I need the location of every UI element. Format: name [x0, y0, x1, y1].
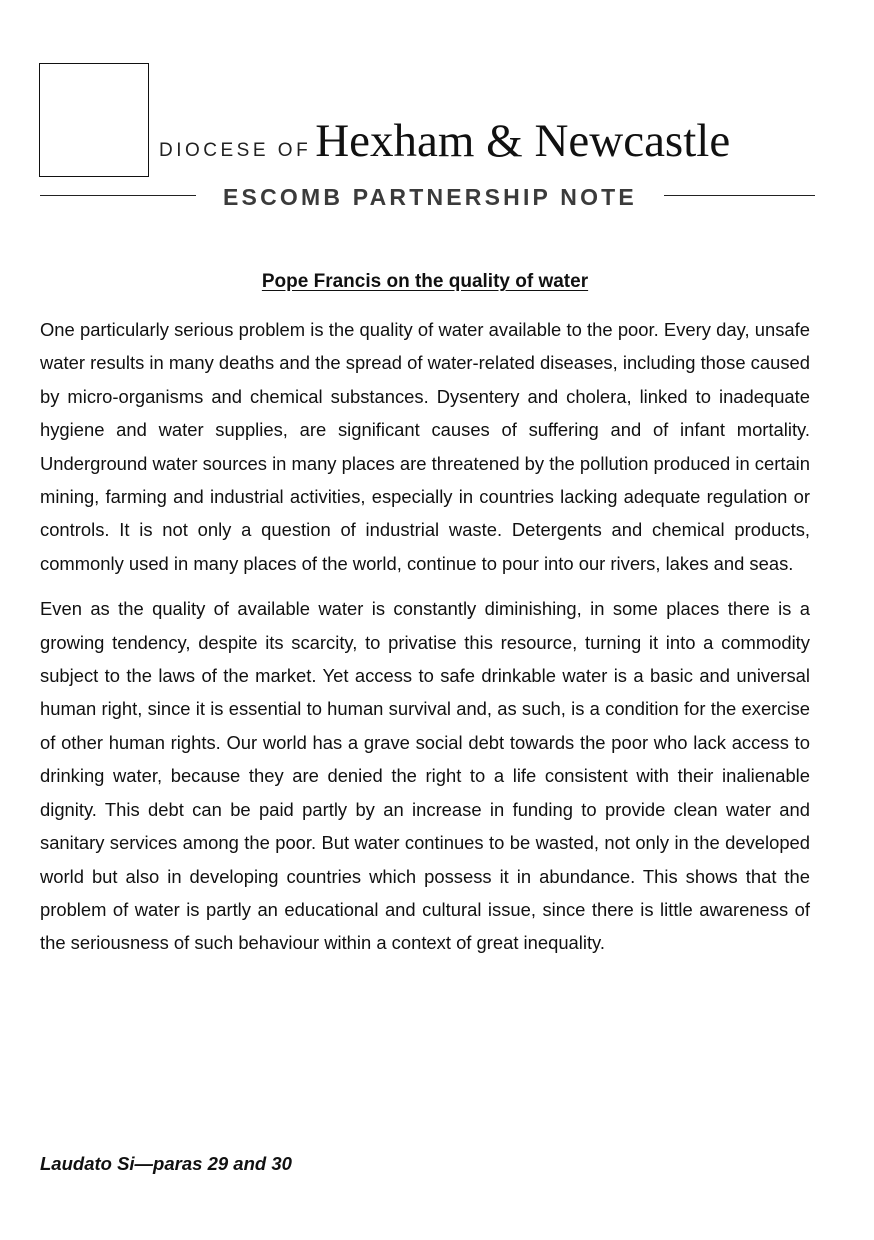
article-body	[40, 313, 810, 972]
masthead	[159, 115, 731, 167]
logo-placeholder	[39, 63, 149, 177]
article-title: Pope Francis on the quality of water	[261, 271, 589, 292]
citation: Laudato Si—paras 29 and 30	[40, 1153, 292, 1174]
divider-right	[664, 195, 815, 196]
divider-left	[40, 195, 196, 196]
article-paragraph-2: Even as the quality of available water is constantly diminishing, in some places there is a growing tendency, despite its scarcity, to privatise this resource, turning it into a commodity subject to the laws of the market. Yet access to safe drinkable water is a basic and universal human right, since it is essential to human survival and, as such, is a condition for the exercise of other human rights. Our world has a grave social debt towards the poor who lack access to drinking water, because they are denied the right to a life consistent with their inalienable dignity. This debt can be paid partly by an increase in funding to provide clean water and sanitary services among the poor. But water continues to be wasted, not only in the developed world but also in developing countries which possess it in abundance. This shows that the problem of water is partly an educational and cultural issue, since there is little awareness of the seriousness of such behaviour within a context of great inequality.	[40, 598, 810, 954]
diocese-name: Hexham & Newcastle	[315, 115, 731, 167]
partnership-note-heading: ESCOMB PARTNERSHIP NOTE	[223, 184, 637, 210]
article-paragraph-1: One particularly serious problem is the quality of water available to the poor. Every day, unsafe water results in many deaths and the spread of water-related diseases, including those caused by micro-organisms and chemical substances. Dysentery and cholera, linked to inadequate hygiene and water supplies, are significant causes of suffering and of infant mortality. Underground water sources in many places are threatened by the pollution produced in certain mining, farming and industrial activities, especially in countries lacking adequate regulation or controls. It is not only a question of industrial waste. Detergents and chemical products, commonly used in many places of the world, continue to pour into our rivers, lakes and seas.	[40, 319, 810, 574]
diocese-of-label: DIOCESE OF	[159, 140, 312, 161]
